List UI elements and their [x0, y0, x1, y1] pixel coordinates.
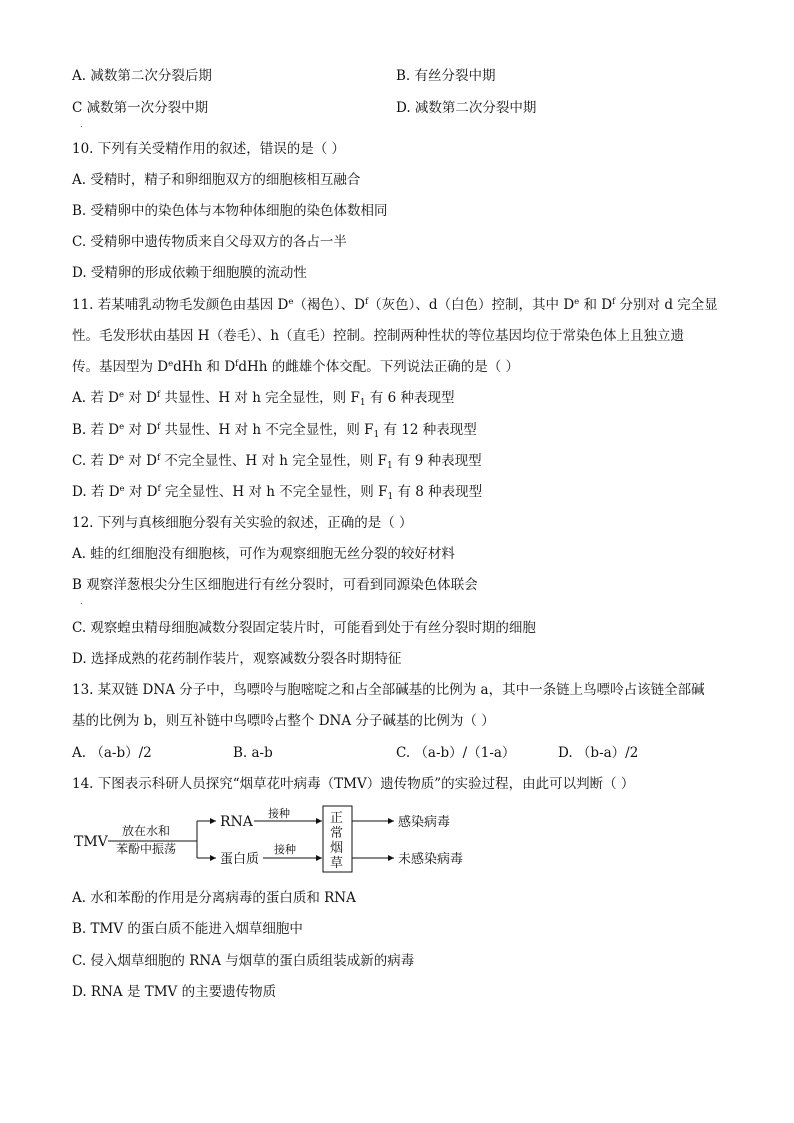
- arrowhead: [210, 818, 216, 824]
- arrowhead: [210, 855, 216, 861]
- q14-option-a: A. 水和苯酚的作用是分离病毒的蛋白质和 RNA: [72, 890, 356, 906]
- rna-label: RNA: [220, 814, 253, 830]
- q9-option-d: D. 减数第二次分裂中期: [396, 100, 537, 116]
- inoculate-label-1: 接种: [268, 807, 290, 820]
- treatment-label-2: 苯酚中振荡: [116, 842, 177, 856]
- q13-stem-line-2: 基的比例为 b，则互补链中鸟嘌呤占整个 DNA 分子碱基的比例为（ ）: [72, 713, 495, 729]
- q12-option-b: B 观察洋葱根尖分生区细胞进行有丝分裂时，可看到同源染色体联会: [72, 577, 478, 593]
- q14-option-b: B. TMV 的蛋白质不能进入烟草细胞中: [72, 921, 303, 937]
- q12-option-c: C. 观察蝗虫精母细胞减数分裂固定装片时，可能看到处于有丝分裂时期的细胞: [72, 620, 536, 636]
- q13-option-b: B. a-b: [233, 745, 273, 761]
- q11-option-c: C. 若 De 对 $D^f$ 不完全显性、H 对 h 完全显性，则 $F_1$ 有 9 种表现型: [72, 453, 482, 471]
- not-infected-label: 未感染病毒: [398, 852, 464, 867]
- arrowhead: [388, 855, 394, 861]
- arrowhead: [316, 855, 322, 861]
- q13-stem-line-1: 13. 某双链 DNA 分子中，鸟嘌呤与胞嘧啶之和占全部碱基的比例为 a，其中一条链上鸟嘌呤占该链全部碱: [72, 682, 705, 698]
- q11-option-b: B. 若 De 对 $D^f$ 共显性、H 对 h 不完全显性，则 $F_1$ 有 12 种表现型: [72, 422, 477, 440]
- protein-label: 蛋白质: [220, 852, 260, 867]
- q11-option-a: A. 若 De 对 $D^f$ 共显性、H 对 h 完全显性，则 $F_1$ 有 6 种表现型: [72, 390, 455, 408]
- q12-stem: 12. 下列与真核细胞分裂有关实验的叙述，正确的是（ ）: [72, 515, 413, 531]
- q10-option-c: C. 受精卵中遗传物质来自父母双方的各占一半: [72, 234, 347, 250]
- infected-label: 感染病毒: [398, 815, 451, 830]
- inoculate-label-2: 接种: [274, 843, 296, 856]
- q11-stem-line-1: 11. 若某哺乳动物毛发颜色由基因 De（褐色）、$D^f$（灰色）、d（白色）控制，其中 De 和 $D^f$ 分别对 d 完全显: [72, 297, 718, 313]
- tobacco-char-4: 草: [330, 856, 344, 871]
- tobacco-char-1: 正: [330, 811, 344, 826]
- q12-option-d: D. 选择成熟的花药制作装片，观察减数分裂各时期特征: [72, 651, 402, 667]
- tobacco-char-2: 常: [330, 826, 344, 841]
- q10-option-a: A. 受精时，精子和卵细胞双方的细胞核相互融合: [72, 172, 361, 188]
- q13-option-d: D. （b-a）/2: [558, 745, 639, 761]
- q10-option-d: D. 受精卵的形成依赖于细胞膜的流动性: [72, 265, 307, 281]
- tmv-experiment-diagram: [70, 805, 490, 875]
- q10-option-b: B. 受精卵中的染色体与本物种体细胞的染色体数相同: [72, 203, 388, 219]
- q11-stem-line-3: 传。基因型为 DedHh 和 $D^fdHh$ 的雌雄个体交配。下列说法正确的是（ ）: [72, 359, 520, 375]
- q9-option-a: A. 减数第二次分裂后期: [72, 68, 212, 84]
- q13-option-c: C. （a-b）/（1-a）: [396, 745, 516, 761]
- q13-option-a: A. （a-b）/2: [72, 745, 152, 761]
- tobacco-char-3: 烟: [330, 841, 344, 856]
- arrowhead: [388, 818, 394, 824]
- q11-option-d: D. 若 De 对 $D^f$ 完全显性、H 对 h 不完全显性，则 $F_1$ 有 8 种表现型: [72, 484, 483, 502]
- q11-stem-line-2: 性。毛发形状由基因 H（卷毛）、h（直毛）控制。控制两种性状的等位基因均位于常染色体上且独立遗: [72, 328, 685, 344]
- q14-stem: 14. 下图表示科研人员探究“烟草花叶病毒（TMV）遗传物质”的实验过程，由此可以判断（ ）: [72, 776, 635, 792]
- scan-dot: .: [80, 120, 83, 129]
- q9-option-c: C 减数第一次分裂中期: [72, 100, 209, 116]
- q12-option-a: A. 蛙的红细胞没有细胞核，可作为观察细胞无丝分裂的较好材料: [72, 546, 455, 562]
- tmv-label: TMV: [74, 834, 108, 850]
- q10-stem: 10. 下列有关受精作用的叙述，错误的是（ ）: [72, 141, 346, 157]
- scan-dot: .: [80, 597, 83, 606]
- q9-option-b: B. 有丝分裂中期: [396, 68, 496, 84]
- arrowhead: [316, 818, 322, 824]
- q14-option-d: D. RNA 是 TMV 的主要遗传物质: [72, 984, 277, 1000]
- treatment-label-1: 放在水和: [122, 824, 171, 838]
- q14-option-c: C. 侵入烟草细胞的 RNA 与烟草的蛋白质组装成新的病毒: [72, 953, 415, 969]
